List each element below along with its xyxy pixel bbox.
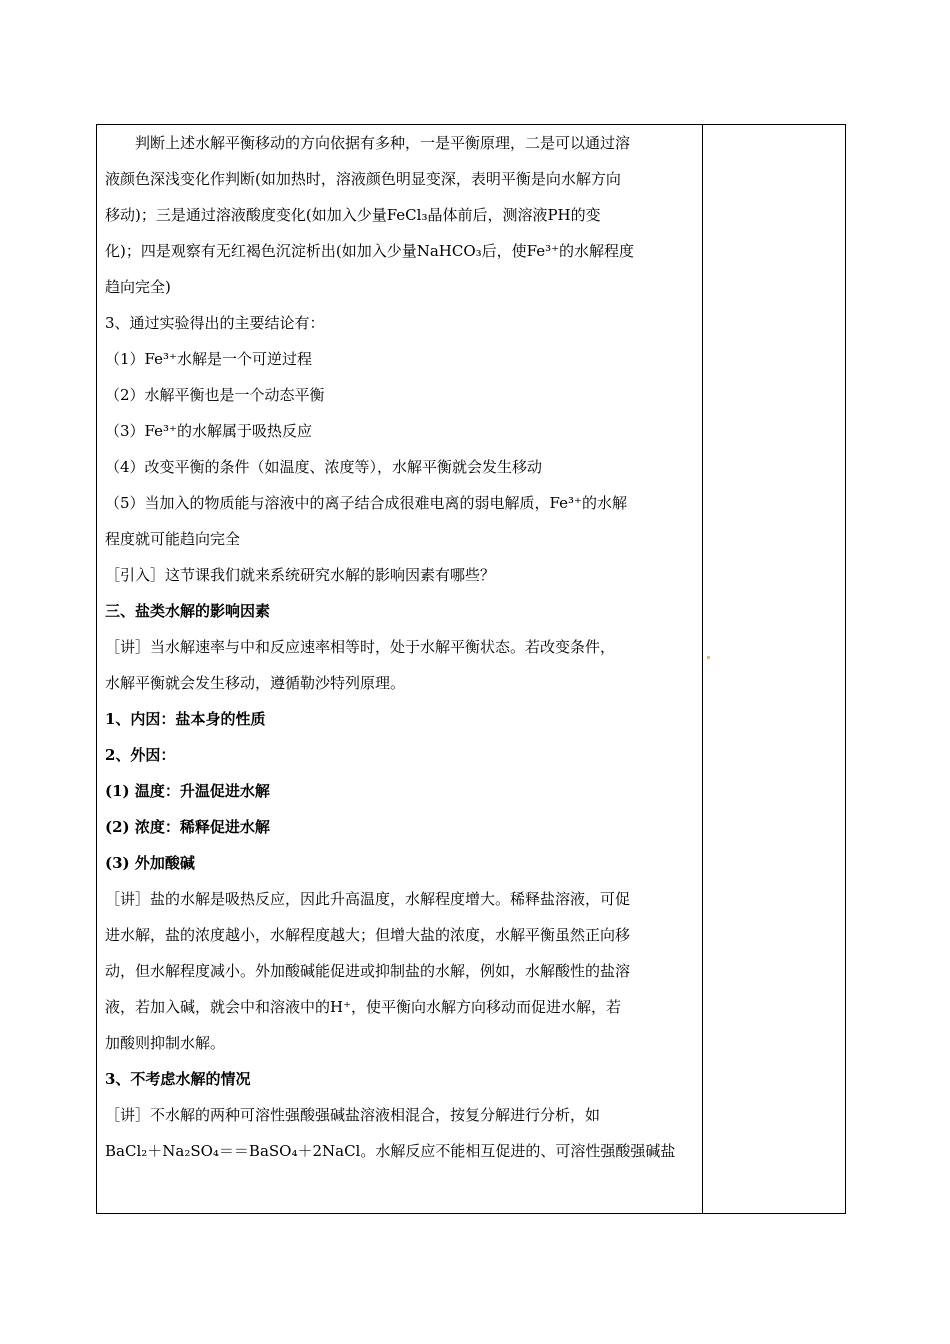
column-divider bbox=[702, 125, 703, 1213]
factor-heading: 3、不考虑水解的情况 bbox=[105, 1070, 251, 1088]
paragraph-line: 判断上述水解平衡移动的方向依据有多种，一是平衡原理，二是可以通过溶 bbox=[135, 134, 631, 152]
factor-item: (2) 浓度：稀释促进水解 bbox=[105, 818, 270, 836]
factor-item: (1) 温度：升温促进水解 bbox=[105, 782, 270, 800]
intro-line: ［引入］这节课我们就来系统研究水解的影响因素有哪些？ bbox=[105, 566, 496, 584]
paragraph-line: 趋向完全) bbox=[105, 278, 171, 296]
section-heading: 3、通过实验得出的主要结论有： bbox=[105, 314, 325, 332]
lecture-line: ［讲］盐的水解是吸热反应，因此升高温度，水解程度增大。稀释盐溶液，可促 bbox=[105, 890, 631, 908]
lecture-line: 进水解，盐的浓度越小，水解程度越大；但增大盐的浓度，水解平衡虽然正向移 bbox=[105, 926, 631, 944]
factor-heading: 2、外因： bbox=[105, 746, 176, 764]
conclusion-item: （3）Fe³⁺的水解属于吸热反应 bbox=[105, 422, 312, 440]
paragraph-line: 化)；四是观察有无红褐色沉淀析出(如加入少量NaHCO₃后，使Fe³⁺的水解程度 bbox=[105, 242, 635, 260]
conclusion-item: （5）当加入的物质能与溶液中的离子结合成很难电离的弱电解质，Fe³⁺的水解 bbox=[105, 494, 627, 512]
conclusion-item: （2）水解平衡也是一个动态平衡 bbox=[105, 386, 325, 404]
lecture-line: BaCl₂＋Na₂SO₄＝＝BaSO₄＋2NaCl。水解反应不能相互促进的、可溶性强酸强碱盐 bbox=[105, 1142, 676, 1160]
lecture-line: ［讲］不水解的两种可溶性强酸强碱盐溶液相混合，按复分解进行分析，如 bbox=[105, 1106, 601, 1124]
lecture-line: 加酸则抑制水解。 bbox=[105, 1034, 226, 1052]
conclusion-item: （1）Fe³⁺水解是一个可逆过程 bbox=[105, 350, 312, 368]
section-title: 三、盐类水解的影响因素 bbox=[105, 602, 271, 620]
paragraph-line: 液颜色深浅变化作判断(如加热时，溶液颜色明显变深，表明平衡是向水解方向 bbox=[105, 170, 621, 188]
stray-mark bbox=[707, 656, 710, 659]
factor-item: (3) 外加酸碱 bbox=[105, 854, 195, 872]
lecture-line: ［讲］当水解速率与中和反应速率相等时，处于水解平衡状态。若改变条件， bbox=[105, 638, 616, 656]
lecture-line: 水解平衡就会发生移动，遵循勒沙特列原理。 bbox=[105, 674, 406, 692]
factor-heading: 1、内因：盐本身的性质 bbox=[105, 710, 266, 728]
main-cell bbox=[97, 125, 699, 1169]
paragraph-line: 移动)；三是通过溶液酸度变化(如加入少量FeCl₃晶体前后，测溶液PH的变 bbox=[105, 206, 601, 224]
lecture-line: 动，但水解程度减小。外加酸碱能促进或抑制盐的水解，例如，水解酸性的盐溶 bbox=[105, 962, 631, 980]
lecture-line: 液，若加入碱，就会中和溶液中的H⁺，使平衡向水解方向移动而促进水解，若 bbox=[105, 998, 622, 1016]
conclusion-item: （4）改变平衡的条件（如温度、浓度等），水解平衡就会发生移动 bbox=[105, 458, 543, 476]
conclusion-item-continued: 程度就可能趋向完全 bbox=[105, 530, 241, 548]
content-table bbox=[96, 124, 846, 1214]
